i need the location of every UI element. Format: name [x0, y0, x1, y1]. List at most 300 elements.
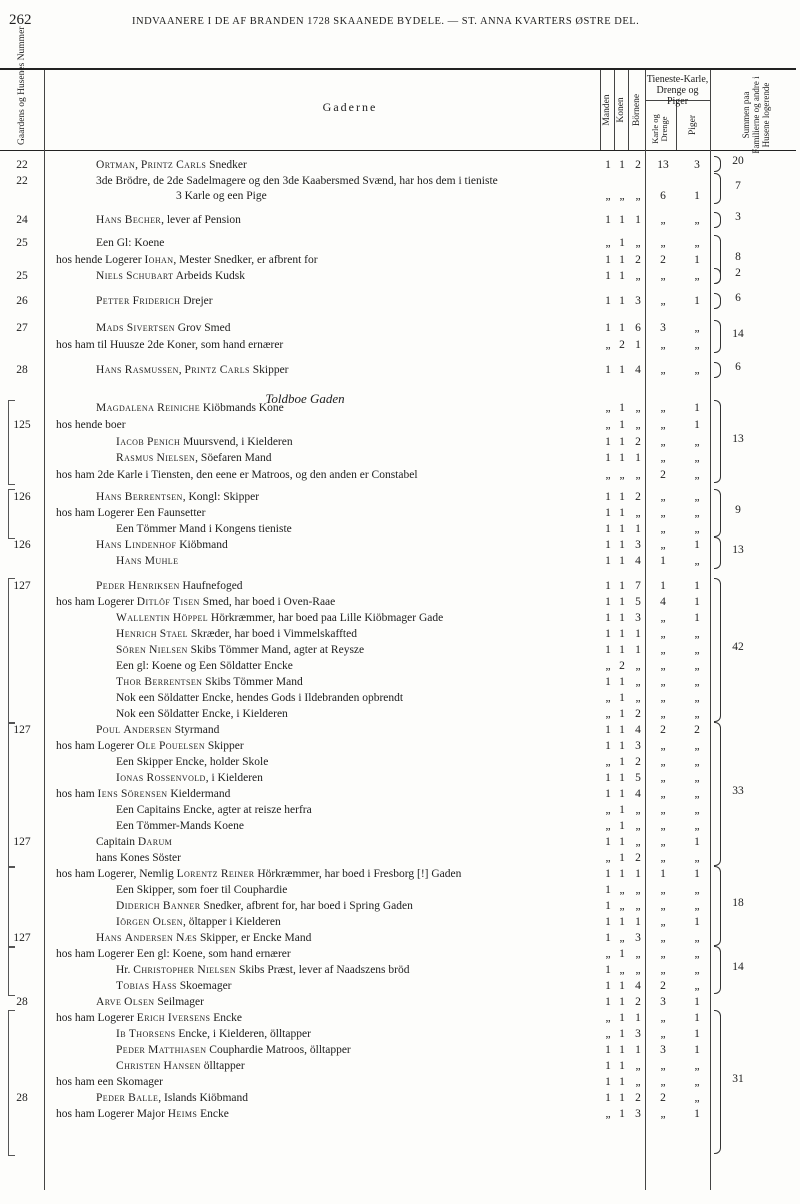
count-b: 4 [635, 364, 641, 376]
col-header-piger: Piger [688, 114, 698, 136]
table-row [0, 1058, 800, 1074]
table-row [0, 866, 800, 882]
count-p: „ [694, 884, 700, 896]
count-m: 1 [605, 916, 611, 928]
count-b: 1 [635, 628, 641, 640]
resident-entry: hos ham 2de Karle i Tiensten, den eene er Matroos, og den anden er Constabel [56, 469, 418, 481]
count-d: „ [660, 507, 666, 519]
family-total: 33 [732, 785, 744, 797]
count-p: 1 [694, 254, 700, 266]
table-row [0, 674, 800, 690]
house-number: 126 [13, 491, 31, 503]
count-d: „ [660, 1108, 666, 1120]
table-row [0, 994, 800, 1010]
count-b: 2 [635, 436, 641, 448]
resident-entry: Iörgen Olsen, öltapper i Kielderen [116, 916, 281, 928]
count-m: 1 [605, 964, 611, 976]
table-row [0, 930, 800, 946]
count-k: 1 [619, 322, 625, 334]
count-p: „ [694, 237, 700, 249]
count-k: 1 [619, 724, 625, 736]
house-number: 127 [13, 724, 31, 736]
count-b: „ [635, 190, 641, 202]
resident-entry: hos hende boer [56, 419, 126, 431]
count-m: „ [605, 469, 611, 481]
house-number: 127 [13, 580, 31, 592]
table-row [0, 642, 800, 658]
count-k: 1 [619, 507, 625, 519]
count-p: „ [694, 523, 700, 535]
resident-entry: hos ham Logerer Ole Pouelsen Skipper [56, 740, 244, 752]
brace [714, 489, 721, 537]
resident-entry: Een Gl: Koene [96, 237, 165, 249]
resident-entry: Peder Balle, Islands Kiöbmand [96, 1092, 249, 1104]
resident-entry: Een Skipper Encke, holder Skole [116, 756, 269, 768]
count-m: 1 [605, 596, 611, 608]
count-k: 1 [619, 402, 625, 414]
count-p: „ [694, 756, 700, 768]
count-k: 1 [619, 612, 625, 624]
count-b: 2 [635, 1092, 641, 1104]
resident-entry: hos ham een Skomager [56, 1076, 163, 1088]
count-d: „ [660, 788, 666, 800]
count-b: 1 [635, 214, 641, 226]
count-b: „ [635, 804, 641, 816]
count-p: 3 [694, 159, 700, 171]
count-p: 1 [694, 419, 700, 431]
count-d: „ [660, 948, 666, 960]
count-m: 1 [605, 295, 611, 307]
count-d: „ [660, 900, 666, 912]
count-k: „ [619, 900, 625, 912]
table-row [0, 173, 800, 189]
count-p: „ [694, 436, 700, 448]
family-total: 14 [732, 327, 744, 340]
table-row [0, 722, 800, 738]
count-d: 2 [660, 1092, 666, 1104]
count-k: 1 [619, 295, 625, 307]
resident-entry: Hans Andersen Næs Skipper, er Encke Mand [96, 932, 312, 944]
count-m: „ [605, 820, 611, 832]
count-m: 1 [605, 254, 611, 266]
count-p: 1 [694, 1044, 700, 1056]
table-row [0, 417, 800, 433]
count-k: 1 [619, 1028, 625, 1040]
table-row [0, 434, 800, 450]
resident-entry: Capitain Darum [96, 836, 173, 848]
count-b: 3 [635, 612, 641, 624]
family-total: 13 [732, 544, 744, 556]
count-k: 1 [619, 1076, 625, 1088]
count-d: „ [660, 237, 666, 249]
count-k: 1 [619, 788, 625, 800]
count-b: „ [635, 948, 641, 960]
count-b: „ [635, 1060, 641, 1072]
count-p: „ [694, 644, 700, 656]
count-d: „ [660, 804, 666, 816]
count-b: „ [635, 237, 641, 249]
count-p: „ [694, 1060, 700, 1072]
count-b: 1 [635, 1012, 641, 1024]
family-total: 20 [732, 155, 744, 167]
group-bracket [8, 866, 15, 948]
count-d: „ [660, 214, 666, 226]
count-p: 1 [694, 612, 700, 624]
brace [714, 537, 721, 569]
table-row [0, 1074, 800, 1090]
house-number: 28 [16, 996, 28, 1008]
table-row [0, 362, 800, 378]
resident-entry: Een Capitains Encke, agter at reisze herfra [116, 804, 312, 816]
count-p: 1 [694, 868, 700, 880]
count-d: „ [660, 364, 666, 376]
count-p: 1 [694, 402, 700, 414]
resident-entry: Ionas Rossenvold, i Kielderen [116, 772, 263, 784]
count-m: 1 [605, 724, 611, 736]
resident-entry: 3 Karle og een Pige [176, 190, 267, 202]
col-divider [676, 100, 677, 150]
count-m: „ [605, 1012, 611, 1024]
resident-entry: Ortman, Printz Carls Snedker [96, 159, 247, 171]
page-number: 262 [9, 12, 32, 28]
count-p: „ [694, 708, 700, 720]
count-m: „ [605, 1028, 611, 1040]
count-m: 1 [605, 214, 611, 226]
count-p: „ [694, 804, 700, 816]
count-b: 2 [635, 491, 641, 503]
table-row [0, 235, 800, 251]
resident-entry: hos ham Logerer Ditlöf Tisen Smed, har boed i Oven-Raae [56, 596, 336, 608]
count-b: „ [635, 900, 641, 912]
table-row [0, 946, 800, 962]
count-m: 1 [605, 980, 611, 992]
table-row [0, 320, 800, 336]
count-d: „ [660, 523, 666, 535]
count-d: „ [660, 436, 666, 448]
count-k: 1 [619, 1108, 625, 1120]
house-number: 24 [16, 214, 28, 226]
table-row [0, 898, 800, 914]
count-b: 2 [635, 852, 641, 864]
table-row [0, 594, 800, 610]
count-m: 1 [605, 644, 611, 656]
count-p: 1 [694, 1108, 700, 1120]
count-b: „ [635, 270, 641, 282]
house-number: 26 [16, 295, 28, 307]
count-d: „ [660, 884, 666, 896]
brace [714, 578, 721, 722]
count-k: 1 [619, 364, 625, 376]
count-d: „ [660, 644, 666, 656]
count-b: „ [635, 964, 641, 976]
count-m: „ [605, 852, 611, 864]
count-k: 1 [619, 254, 625, 266]
count-d: „ [660, 402, 666, 414]
count-d: „ [660, 1028, 666, 1040]
count-k: 1 [619, 1060, 625, 1072]
table-row [0, 505, 800, 521]
resident-entry: Hans Berrentsen, Kongl: Skipper [96, 491, 260, 503]
table-row [0, 337, 800, 353]
count-p: 1 [694, 295, 700, 307]
col-header-manden: Manden [602, 94, 612, 126]
count-k: 1 [619, 1092, 625, 1104]
resident-entry: Hans Lindenhof Kiöbmand [96, 539, 228, 551]
count-m: 1 [605, 452, 611, 464]
count-p: „ [694, 820, 700, 832]
family-total: 6 [735, 292, 741, 304]
count-b: „ [635, 660, 641, 672]
count-d: „ [660, 628, 666, 640]
table-row [0, 706, 800, 722]
table-row [0, 578, 800, 594]
count-p: „ [694, 1092, 700, 1104]
family-total: 8 [735, 250, 741, 263]
count-p: „ [694, 469, 700, 481]
resident-entry: hos ham Logerer Een Faunsetter [56, 507, 206, 519]
count-d: „ [660, 1060, 666, 1072]
count-p: „ [694, 322, 700, 334]
count-b: 1 [635, 644, 641, 656]
count-m: „ [605, 419, 611, 431]
count-k: 1 [619, 159, 625, 171]
count-k: 1 [619, 676, 625, 688]
count-k: 1 [619, 270, 625, 282]
resident-entry: Een gl: Koene og Een Söldatter Encke [116, 660, 293, 672]
count-b: „ [635, 469, 641, 481]
table-row [0, 1106, 800, 1122]
count-d: „ [660, 660, 666, 672]
col-header-summen: Summen paa Familierne og andre i Husene logerende [741, 76, 771, 154]
house-number: 127 [13, 836, 31, 848]
resident-entry: Thor Berrentsen Skibs Tömmer Mand [116, 676, 303, 688]
count-d: 4 [660, 596, 666, 608]
family-total: 3 [735, 211, 741, 223]
count-m: „ [605, 756, 611, 768]
count-k: 1 [619, 772, 625, 784]
col-divider [628, 70, 629, 150]
family-total: 6 [735, 361, 741, 373]
count-b: 2 [635, 708, 641, 720]
count-b: „ [635, 820, 641, 832]
count-d: 13 [657, 159, 669, 171]
count-k: „ [619, 884, 625, 896]
table-row [0, 962, 800, 978]
table-row [0, 738, 800, 754]
count-d: „ [660, 676, 666, 688]
count-d: „ [660, 1076, 666, 1088]
count-d: „ [660, 932, 666, 944]
house-number: 28 [16, 1092, 28, 1104]
count-b: 2 [635, 254, 641, 266]
count-p: „ [694, 214, 700, 226]
family-total: 9 [735, 504, 741, 516]
count-p: „ [694, 491, 700, 503]
count-d: „ [660, 820, 666, 832]
count-d: „ [660, 756, 666, 768]
count-b: 2 [635, 756, 641, 768]
count-k: 1 [619, 916, 625, 928]
count-b: 3 [635, 295, 641, 307]
count-d: 2 [660, 469, 666, 481]
brace [714, 173, 721, 204]
count-m: 1 [605, 788, 611, 800]
resident-entry: Hans Becher, lever af Pension [96, 214, 241, 226]
count-d: 1 [660, 580, 666, 592]
resident-entry: Ib Thorsens Encke, i Kielderen, ölltapper [116, 1028, 311, 1040]
group-bracket [8, 578, 15, 724]
resident-entry: Diderich Banner Snedker, afbrent for, har boed i Spring Gaden [116, 900, 413, 912]
count-d: 3 [660, 996, 666, 1008]
count-m: 1 [605, 740, 611, 752]
count-m: 1 [605, 159, 611, 171]
count-m: 1 [605, 491, 611, 503]
count-k: „ [619, 964, 625, 976]
count-k: 1 [619, 804, 625, 816]
table-row [0, 802, 800, 818]
count-m: 1 [605, 612, 611, 624]
count-m: 1 [605, 996, 611, 1008]
count-p: 2 [694, 724, 700, 736]
table-row [0, 537, 800, 553]
resident-entry: Een Tömmer-Mands Koene [116, 820, 244, 832]
count-m: „ [605, 804, 611, 816]
count-p: „ [694, 676, 700, 688]
group-bracket [8, 1010, 15, 1156]
count-k: 2 [619, 339, 625, 351]
family-total: 7 [735, 179, 741, 192]
count-m: „ [605, 402, 611, 414]
count-d: 1 [660, 868, 666, 880]
count-b: 2 [635, 996, 641, 1008]
resident-entry: Rasmus Nielsen, Söefaren Mand [116, 452, 272, 464]
count-p: „ [694, 452, 700, 464]
count-p: „ [694, 1076, 700, 1088]
count-p: 1 [694, 539, 700, 551]
table-row [0, 293, 800, 309]
count-b: 3 [635, 1028, 641, 1040]
count-p: „ [694, 364, 700, 376]
resident-entry: Hans Muhle [116, 555, 179, 567]
count-d: „ [660, 916, 666, 928]
count-d: „ [660, 452, 666, 464]
count-m: „ [605, 948, 611, 960]
count-d: 2 [660, 724, 666, 736]
table-row [0, 1090, 800, 1106]
count-d: 3 [660, 1044, 666, 1056]
count-b: „ [635, 836, 641, 848]
brace [714, 400, 721, 483]
count-m: 1 [605, 555, 611, 567]
count-p: 1 [694, 580, 700, 592]
count-d: „ [660, 295, 666, 307]
count-b: 1 [635, 916, 641, 928]
count-m: „ [605, 237, 611, 249]
resident-entry: Nok een Söldatter Encke, hendes Gods i Ildebranden opbrendt [116, 692, 404, 704]
count-d: „ [660, 539, 666, 551]
count-k: 1 [619, 491, 625, 503]
count-p: „ [694, 507, 700, 519]
count-p: „ [694, 964, 700, 976]
count-p: „ [694, 555, 700, 567]
count-b: 5 [635, 596, 641, 608]
table-row [0, 882, 800, 898]
count-k: „ [619, 932, 625, 944]
brace [714, 320, 721, 353]
count-m: 1 [605, 900, 611, 912]
col-divider [614, 70, 615, 150]
table-row [0, 467, 800, 483]
count-b: „ [635, 692, 641, 704]
count-b: „ [635, 1076, 641, 1088]
count-p: „ [694, 339, 700, 351]
count-k: 1 [619, 644, 625, 656]
count-m: 1 [605, 836, 611, 848]
count-k: 1 [619, 419, 625, 431]
count-m: „ [605, 190, 611, 202]
count-k: 1 [619, 692, 625, 704]
count-p: 1 [694, 836, 700, 848]
count-b: 4 [635, 980, 641, 992]
group-bracket [8, 946, 15, 996]
count-k: 1 [619, 555, 625, 567]
running-title: INDVAANERE I DE AF BRANDEN 1728 SKAANEDE BYDELE. — ST. ANNA KVARTERS ØSTRE DEL. [132, 16, 640, 27]
resident-entry: Hans Rasmussen, Printz Carls Skipper [96, 364, 289, 376]
table-row [0, 850, 800, 866]
resident-entry: hos ham Logerer Major Heims Encke [56, 1108, 229, 1120]
count-d: „ [660, 270, 666, 282]
table-row [0, 834, 800, 850]
count-m: 1 [605, 364, 611, 376]
count-k: 2 [619, 660, 625, 672]
count-d: „ [660, 612, 666, 624]
count-m: „ [605, 708, 611, 720]
group-bracket [8, 489, 15, 539]
resident-entry: hos ham Logerer, Nemlig Lorentz Reiner Hörkræmmer, har boed i Fresborg [!] Gaden [56, 868, 462, 880]
count-k: 1 [619, 1044, 625, 1056]
count-k: 1 [619, 836, 625, 848]
table-row [0, 1010, 800, 1026]
resident-entry: Henrich Stael Skræder, har boed i Vimmelskaffted [116, 628, 357, 640]
table-row [0, 268, 800, 284]
count-p: „ [694, 852, 700, 864]
table-row [0, 978, 800, 994]
brace [714, 1010, 721, 1154]
resident-entry: Hr. Christopher Nielsen Skibs Præst, lever af Naadszens bröd [116, 964, 410, 976]
family-total: 2 [735, 267, 741, 279]
count-m: 1 [605, 1076, 611, 1088]
resident-entry: hos ham til Huusze 2de Koner, som hand ernærer [56, 339, 284, 351]
resident-entry: hos ham Logerer Een gl: Koene, som hand ernærer [56, 948, 291, 960]
resident-entry: Arve Olsen Seilmager [96, 996, 204, 1008]
count-k: 1 [619, 237, 625, 249]
col-header-gaderne: Gaderne [322, 100, 378, 114]
group-bracket [8, 400, 15, 485]
resident-entry: Petter Friderich Drejer [96, 295, 213, 307]
count-k: 1 [619, 580, 625, 592]
count-b: 3 [635, 1108, 641, 1120]
count-b: 7 [635, 580, 641, 592]
table-row [0, 188, 800, 204]
table-row [0, 1042, 800, 1058]
house-number: 127 [13, 932, 31, 944]
count-m: „ [605, 660, 611, 672]
table-row [0, 770, 800, 786]
count-k: 1 [619, 452, 625, 464]
col-header-group: Tieneste-Karle, Drenge og Piger [646, 74, 709, 107]
col-header-gaard: Gaardens og Husenes Nummer [17, 26, 27, 145]
count-d: „ [660, 772, 666, 784]
